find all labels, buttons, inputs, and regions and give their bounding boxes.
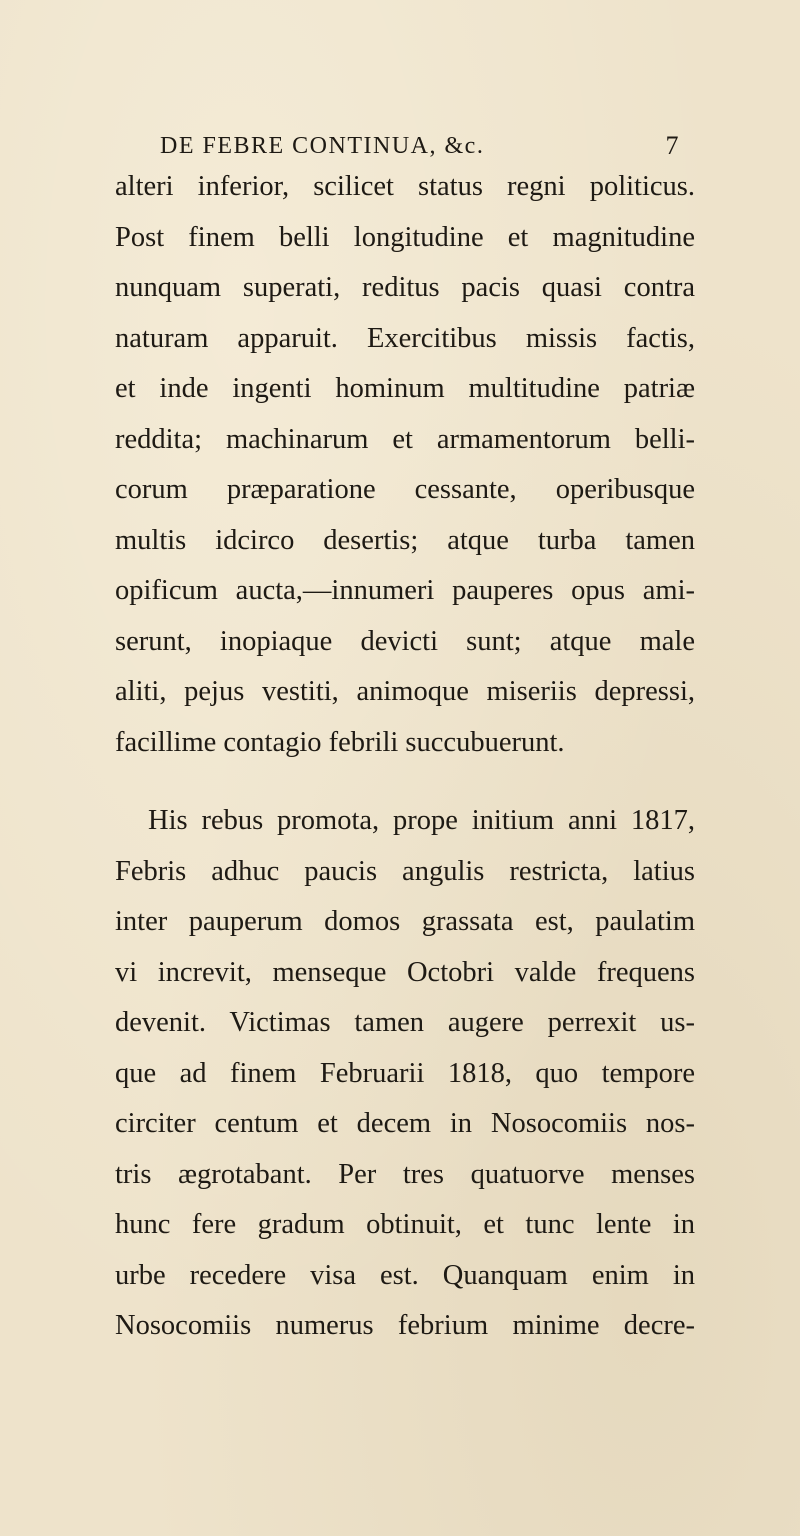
text-line: aliti, pejus vestiti, animoque miseriis depressi,	[115, 676, 695, 707]
text-line: Post finem belli longitudine et magnitudine	[115, 221, 695, 253]
text-line: inter pauperum domos grassata est, paulatim	[115, 906, 695, 937]
text-line: vi increvit, menseque Octobri valde frequens	[115, 956, 695, 988]
paragraph-1	[115, 162, 695, 768]
text-line: tris ægrotabant. Per tres quatuorve menses	[115, 1158, 695, 1190]
running-title: DE FEBRE CONTINUA, &c.	[160, 133, 485, 159]
text-line: circiter centum et decem in Nosocomiis nos-	[115, 1108, 695, 1139]
text-line: opificum aucta,—innumeri pauperes opus ami-	[115, 575, 695, 606]
page-number: 7	[665, 131, 680, 160]
text-line: alteri inferior, scilicet status regni politicus.	[115, 171, 695, 202]
text-line: facillime contagio febrili succubuerunt.	[115, 726, 565, 758]
text-line: devenit. Victimas tamen augere perrexit us-	[115, 1007, 695, 1038]
text-line: nunquam superati, reditus pacis quasi contra	[115, 272, 695, 303]
paragraph-2	[115, 796, 695, 1352]
text-line: corum præparatione cessante, operibusque	[115, 474, 695, 505]
text-line: hunc fere gradum obtinuit, et tunc lente in	[115, 1209, 695, 1240]
text-line: et inde ingenti hominum multitudine patriæ	[115, 373, 695, 404]
text-line: Febris adhuc paucis angulis restricta, latius	[115, 855, 695, 887]
text-line: multis idcirco desertis; atque turba tamen	[115, 524, 695, 556]
text-line: Nosocomiis numerus febrium minime decre-	[115, 1310, 695, 1341]
text-line: naturam apparuit. Exercitibus missis factis,	[115, 322, 695, 354]
text-line: His rebus promota, prope initium anni 1817,	[148, 805, 695, 836]
text-line: urbe recedere visa est. Quanquam enim in	[115, 1259, 695, 1291]
text-line: reddita; machinarum et armamentorum belli-	[115, 423, 695, 455]
text-line: serunt, inopiaque devicti sunt; atque male	[115, 625, 695, 657]
text-line: que ad finem Februarii 1818, quo tempore	[115, 1057, 695, 1089]
